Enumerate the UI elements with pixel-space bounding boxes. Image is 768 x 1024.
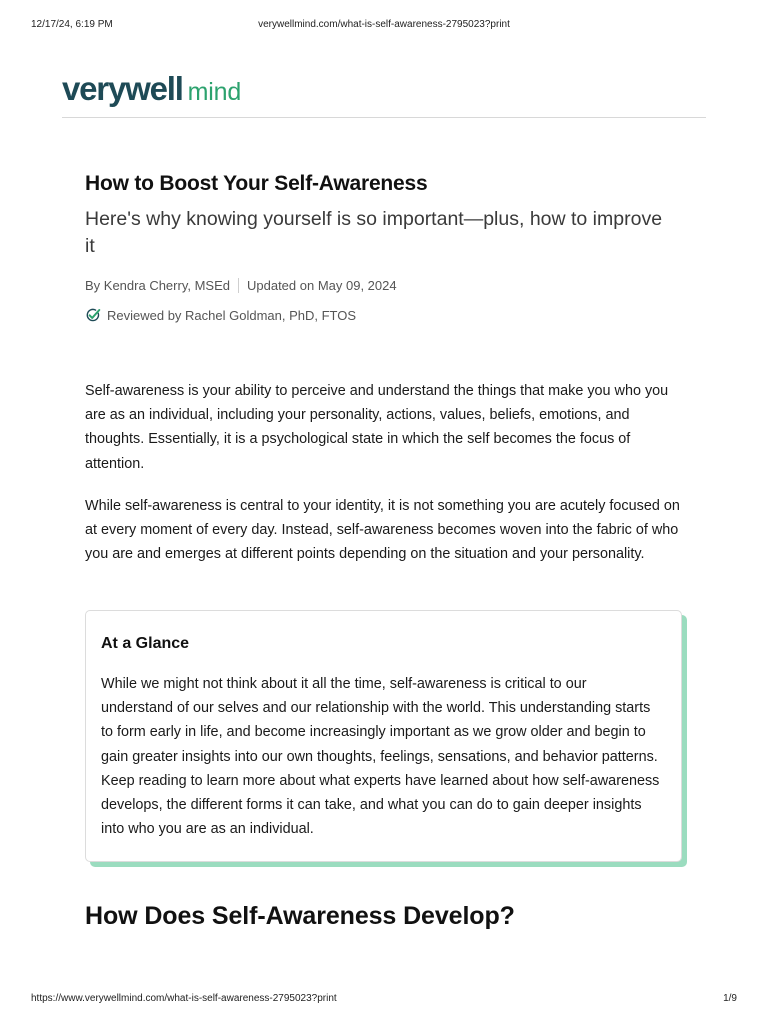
check-circle-icon [85, 307, 101, 323]
byline-divider [238, 278, 239, 293]
print-url: verywellmind.com/what-is-self-awareness-2795023?print [258, 19, 510, 30]
byline [85, 278, 397, 293]
print-datetime: 12/17/24, 6:19 PM [31, 19, 113, 30]
article-subtitle: Here's why knowing yourself is so important—plus, how to improve it [85, 208, 663, 257]
footer-url: https://www.verywellmind.com/what-is-self-awareness-2795023?print [31, 993, 337, 1004]
author-link[interactable]: By Kendra Cherry, MSEd [85, 278, 230, 293]
article-title: How to Boost Your Self-Awareness [85, 172, 428, 195]
intro-paragraph-1: Self-awareness is your ability to perceive and understand the things that make you who you are as an individual, including your personality, actions, values, beliefs, emotions, and thoughts. Essentially, it is a psychological state in which the self becomes the focus of attention. [85, 383, 669, 472]
reviewer-link[interactable]: Reviewed by Rachel Goldman, PhD, FTOS [107, 307, 357, 323]
page-number: 1/9 [723, 993, 737, 1004]
site-logo[interactable] [62, 70, 241, 110]
reviewed-by [85, 307, 356, 323]
section-heading: How Does Self-Awareness Develop? [85, 902, 515, 930]
at-a-glance-box [85, 610, 682, 862]
intro-paragraph-2: While self-awareness is central to your identity, it is not something you are acutely focused on at every moment of every day. Instead, self-awareness becomes woven into the fabric of who you are and emerges at different points depending on the situation and your personality. [85, 498, 680, 563]
logo-brand: verywell [62, 70, 183, 107]
updated-date: Updated on May 09, 2024 [246, 278, 397, 293]
logo-sub: mind [187, 78, 242, 106]
header-divider [62, 117, 706, 118]
glance-body: While we might not think about it all the time, self-awareness is critical to our understand of our selves and our relationship with the world. This understanding starts to form early in life, and become increasingly important as we grow older and begin to gain greater insights into our own thoughts, feelings, sensations, and behavior patterns. Keep reading to learn more about what experts have learned about how self-awareness develops, the different forms it can take, and what you can do to gain deeper insights into who you are as an individual. [101, 676, 660, 838]
glance-title: At a Glance [101, 635, 190, 652]
